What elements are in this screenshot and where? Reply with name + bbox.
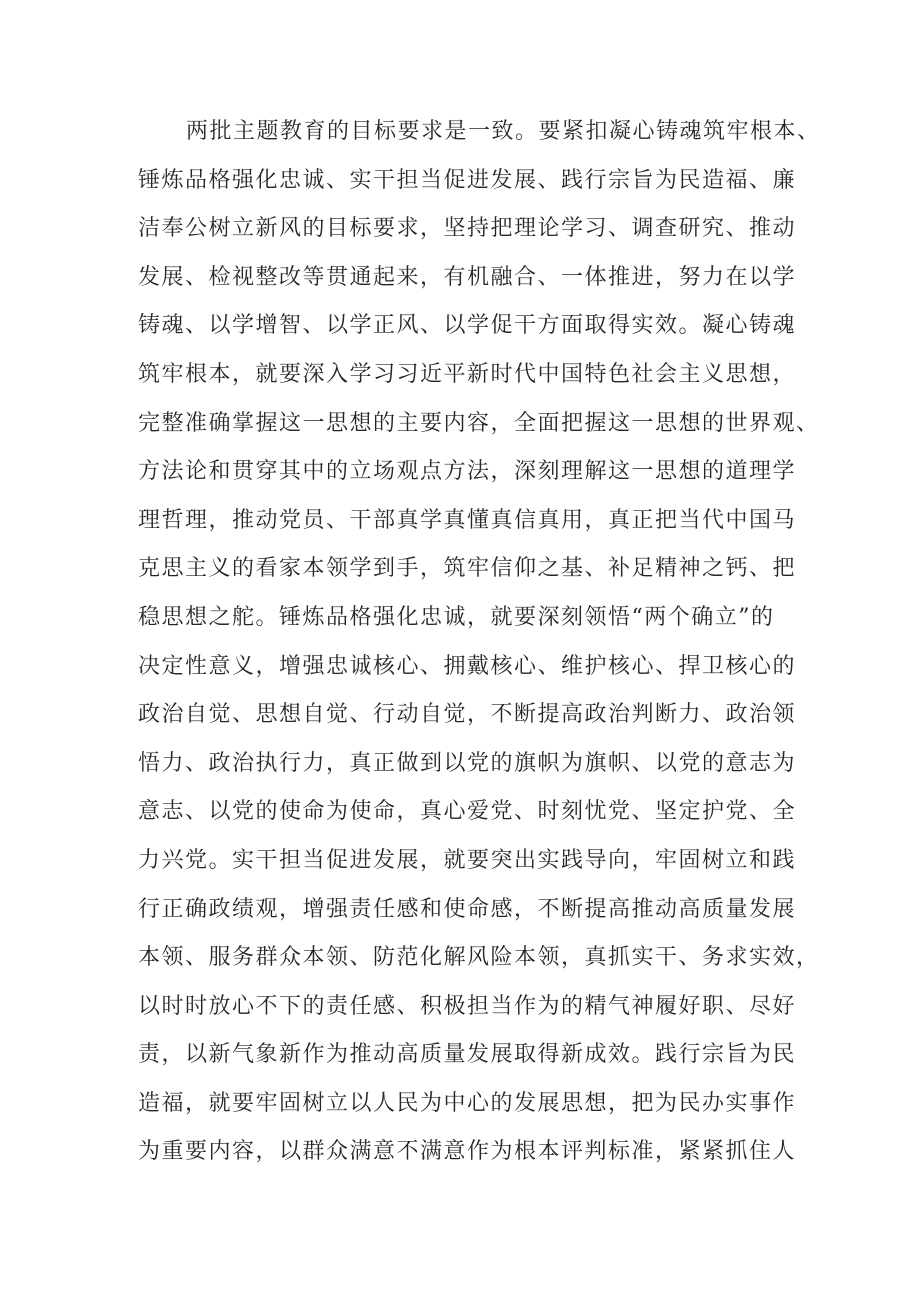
text-line: 稳思想之舵。锤炼品格强化忠诚，就要深刻领悟“两个确立”的 xyxy=(138,604,775,630)
text-line: 意志、以党的使命为使命，真心爱党、时刻忧党、坚定护党、全 xyxy=(138,799,797,825)
text-line: 发展、检视整改等贯通起来，有机融合、一体推进，努力在以学 xyxy=(138,264,797,290)
text-line: 克思主义的看家本领学到手，筑牢信仰之基、补足精神之钙、把 xyxy=(138,556,797,582)
text-line: 锤炼品格强化忠诚、实干担当促进发展、践行宗旨为民造福、廉 xyxy=(138,167,797,193)
text-line: 筑牢根本，就要深入学习习近平新时代中国特色社会主义思想， xyxy=(138,361,797,387)
text-line: 行正确政绩观，增强责任感和使命感，不断提高推动高质量发展 xyxy=(138,896,797,922)
text-line: 理哲理，推动党员、干部真学真懂真信真用，真正把当代中国马 xyxy=(138,507,797,533)
text-line: 决定性意义，增强忠诚核心、拥戴核心、维护核心、捍卫核心的 xyxy=(138,653,797,679)
text-line: 本领、服务群众本领、防范化解风险本领，真抓实干、务求实效， xyxy=(138,945,820,971)
text-line: 两批主题教育的目标要求是一致。要紧扣凝心铸魂筑牢根本、 xyxy=(186,119,821,144)
text-line: 政治自觉、思想自觉、行动自觉，不断提高政治判断力、政治领 xyxy=(138,702,797,728)
text-line: 方法论和贯穿其中的立场观点方法，深刻理解这一思想的道理学 xyxy=(138,459,797,485)
text-line: 责，以新气象新作为推动高质量发展取得新成效。践行宗旨为民 xyxy=(138,1042,797,1068)
text-line: 悟力、政治执行力，真正做到以党的旗帜为旗帜、以党的意志为 xyxy=(138,750,797,776)
text-line: 洁奉公树立新风的目标要求，坚持把理论学习、调查研究、推动 xyxy=(138,216,797,242)
text-line: 完整准确掌握这一思想的主要内容，全面把握这一思想的世界观、 xyxy=(138,410,820,436)
body-paragraph xyxy=(138,108,821,1177)
text-line: 以时时放心不下的责任感、积极担当作为的精气神履好职、尽好 xyxy=(138,993,797,1019)
text-line: 为重要内容，以群众满意不满意作为根本评判标准，紧紧抓住人 xyxy=(138,1139,797,1165)
text-line: 铸魂、以学增智、以学正风、以学促干方面取得实效。凝心铸魂 xyxy=(138,313,797,339)
text-line: 造福，就要牢固树立以人民为中心的发展思想，把为民办实事作 xyxy=(138,1090,797,1116)
text-line: 力兴党。实干担当促进发展，就要突出实践导向，牢固树立和践 xyxy=(138,847,797,873)
